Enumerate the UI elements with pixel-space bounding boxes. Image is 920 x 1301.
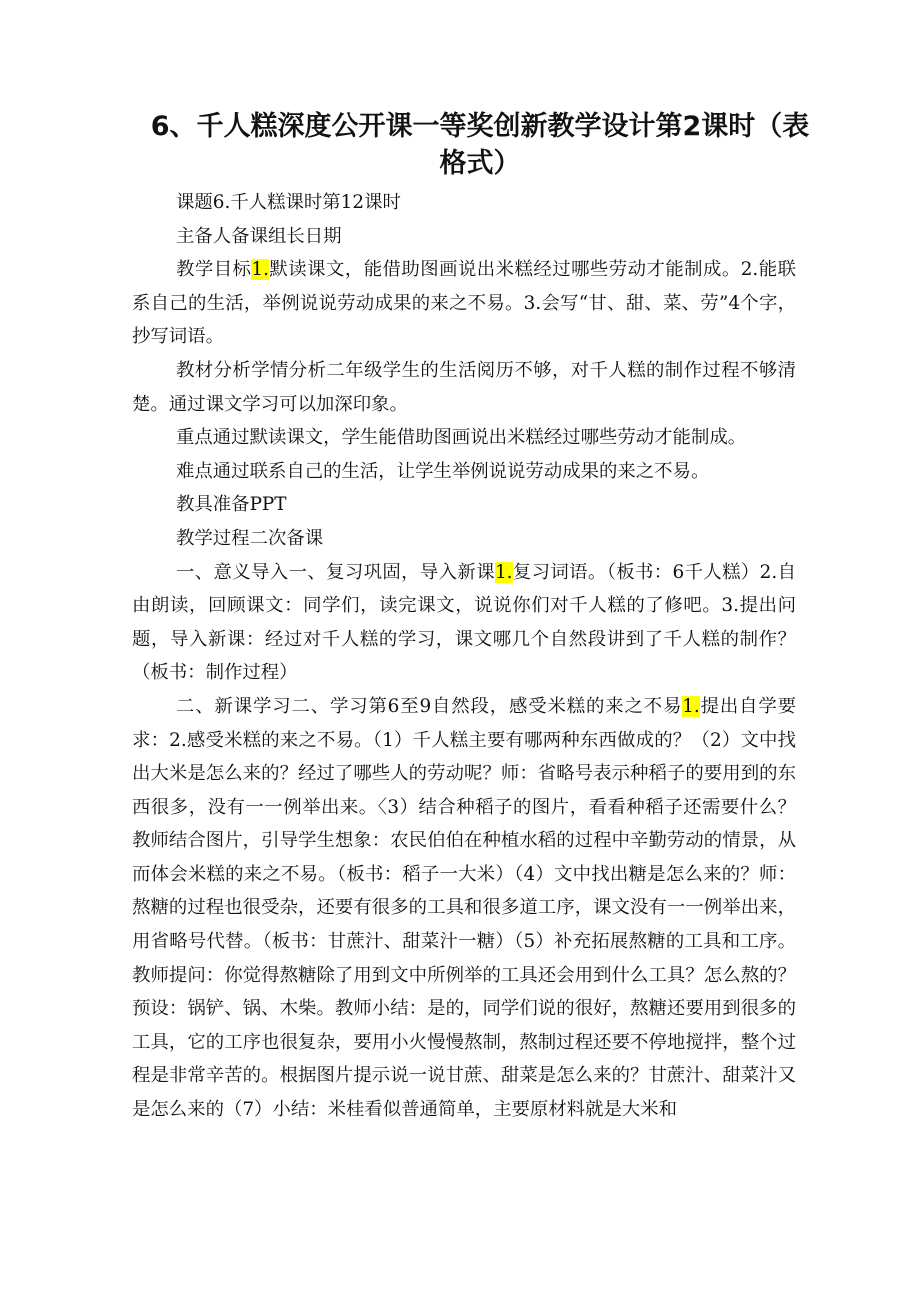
paragraph-text: 教具准备PPT — [176, 494, 287, 516]
paragraph-analysis — [132, 354, 796, 421]
paragraph-difficulty — [132, 455, 796, 489]
paragraph-text: 一、意义导入一、复习巩固，导入新课 — [176, 561, 495, 583]
paragraph-text: 课题6.千人糕课时第12课时 — [176, 192, 401, 213]
document-title: 6、千人糕深度公开课一等奖创新教学设计第2课时（表格式） — [150, 111, 810, 179]
paragraph-preparer — [132, 220, 796, 254]
paragraph-text: 复习词语。（板书：6千人糕）2.自由朗读，回顾课文：同学们，读完课文，说说你们对千人糕的了修吧。3.提出问题，导入新课：经过对千人糕的学习，课文哪几个自然段讲到了千人糕的制作？（板书：制作过程） — [132, 561, 796, 684]
paragraph-new-lesson — [132, 690, 796, 1127]
paragraph-process-header — [132, 522, 796, 556]
highlighted-text: 1. — [494, 561, 513, 583]
paragraph-teaching-goals — [132, 253, 796, 354]
paragraph-text: 教材分析学情分析二年级学生的生活阅历不够，对千人糕的制作过程不够清楚。通过课文学习可以加深印象。 — [132, 359, 796, 415]
paragraph-text: 重点通过默读课文，学生能借助图画说出米糕经过哪些劳动才能制成。 — [176, 427, 747, 449]
document-body — [132, 186, 796, 1127]
highlighted-text: 1. — [251, 259, 269, 281]
highlighted-text: 1. — [682, 695, 700, 717]
paragraph-text: 提出自学要求：2.感受米糕的来之不易。（1）千人糕主要有哪两种东西做成的？（2）文中找出大米是怎么来的？经过了哪些人的劳动呢？师：省略号表示种稻子的要用到的东西很多，没有一一例举出来。〈3）结合种稻子的图片，看看种稻子还需要什么？教师结合图片，引导学生想象：农民伯伯在种植水稻的过程中辛勤劳动的情景，从而体会米糕的来之不易。（板书：稻子一大米）（4）文中找出糖是怎么来的？师：熬糖的过程也很受杂，还要有很多的工具和很多道工序，课文没有一一例举出来，用省略号代替。（板书：甘蔗汁、甜菜汁一糖）（5）补充拓展熬糖的工具和工序。教师提问：你觉得熬糖除了用到文中所例举的工具还会用到什么工具？怎么熬的？预设：锅铲、锅、木柴。教师小结：是的，同学们说的很好，熬糖还要用到很多的工具，它的工序也很复杂，要用小火慢慢熬制，熬制过程还要不停地搅拌，整个过程是非常辛苦的。根据图片提示说一说甘蔗、甜菜是怎么来的？甘蔗汁、甜菜汁又是怎么来的（7）小结：米桂看似普通简单，主要原材料就是大米和 — [132, 695, 796, 1121]
paragraph-lesson-topic — [132, 186, 796, 220]
paragraph-teaching-aids — [132, 488, 796, 522]
paragraph-text: 教学过程二次备课 — [176, 527, 324, 549]
paragraph-introduction — [132, 556, 796, 690]
paragraph-text: 主备人备课组长日期 — [176, 225, 342, 247]
paragraph-text: 二、新课学习二、学习第6至9自然段，感受米糕的来之不易 — [176, 695, 683, 717]
paragraph-key-point — [132, 421, 796, 455]
paragraph-text: 难点通过联系自己的生活，让学生举例说说劳动成果的来之不易。 — [176, 460, 710, 482]
paragraph-text: 教学目标 — [176, 259, 252, 281]
paragraph-text: 默读课文，能借助图画说出米糕经过哪些劳动才能制成。2.能联系自己的生活，举例说说劳动成果的来之不易。3.会写“甘、甜、菜、劳”4个字，抄写词语。 — [132, 259, 796, 348]
